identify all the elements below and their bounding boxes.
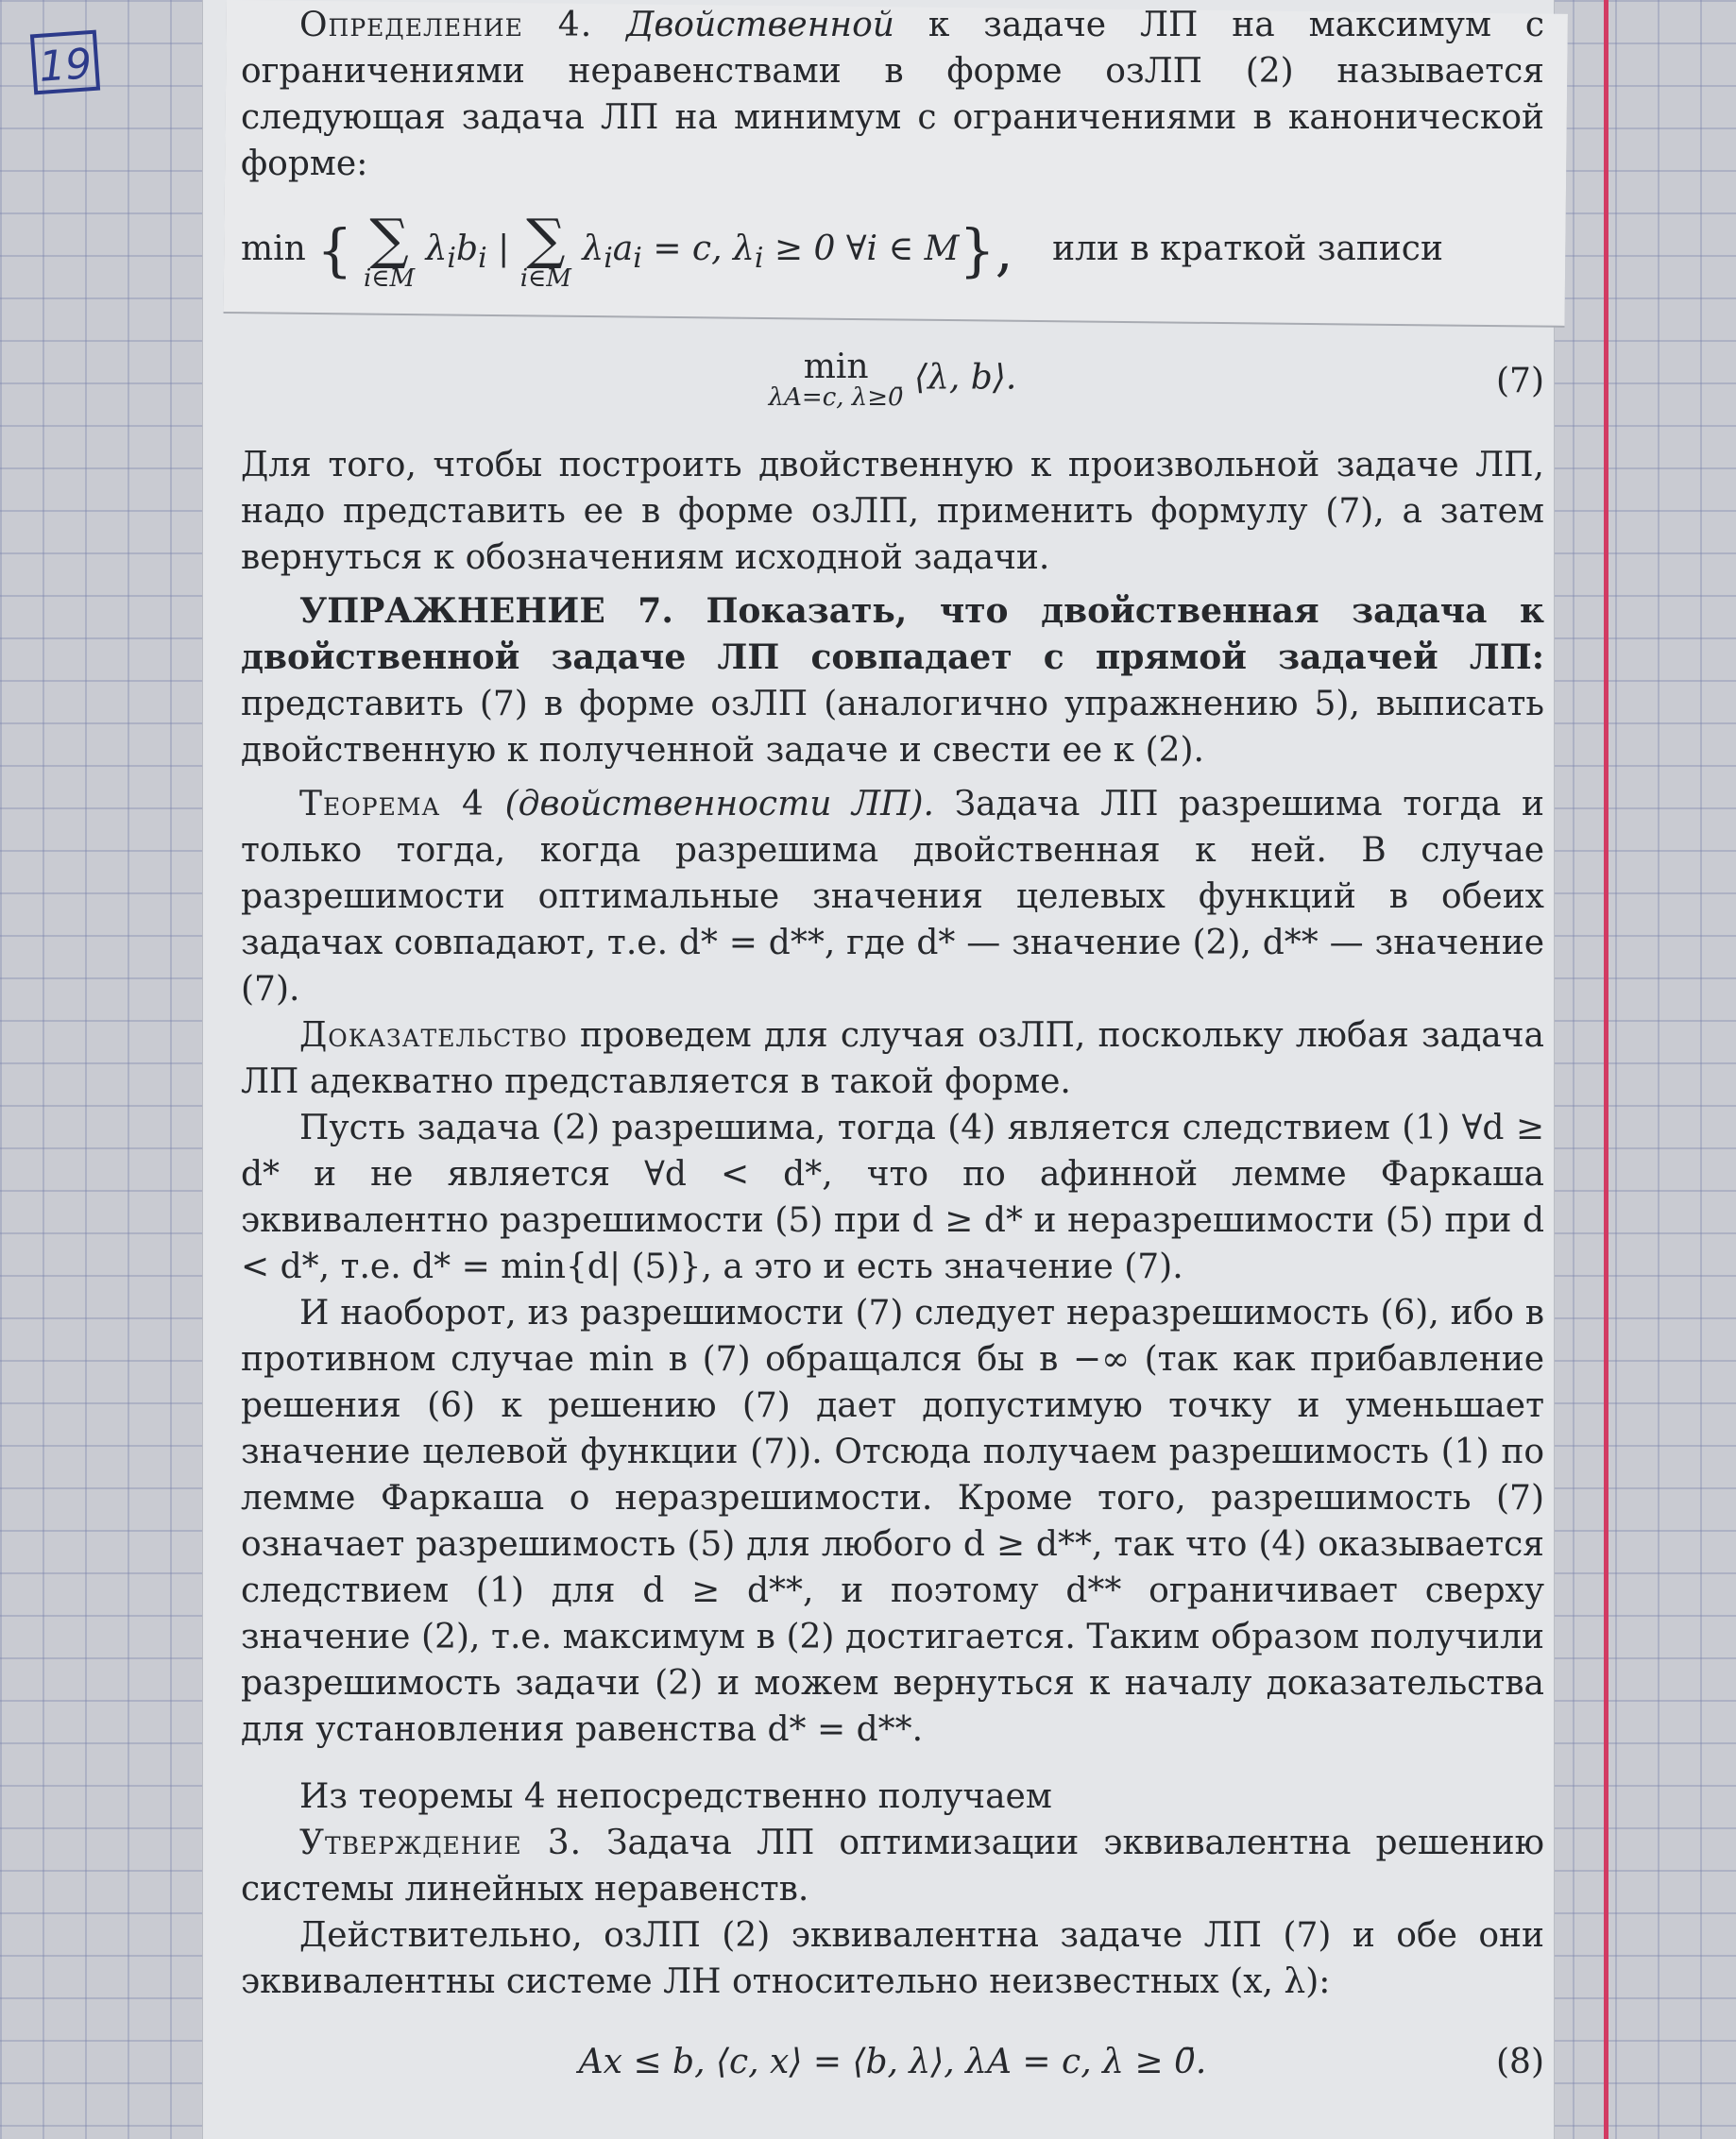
sum1-lambda: λ	[425, 229, 448, 268]
sum2-a-sub: i	[633, 242, 642, 276]
sum2-lambda-sub: i	[604, 242, 613, 276]
formula-7-min	[769, 349, 904, 411]
handwritten-page-number: 19	[30, 30, 100, 95]
sum1-sub: i∈M	[363, 264, 416, 293]
sum1-sign: ∑	[369, 207, 409, 271]
statement-paragraph	[241, 1820, 1544, 1912]
formula-main-condition-sub: i	[754, 242, 764, 276]
sum1	[363, 207, 416, 293]
formula-8	[241, 2014, 1544, 2109]
sum2-sign: ∑	[526, 207, 566, 271]
exercise-bold: УПРАЖНЕНИЕ 7. Показать, что двойственная задача к двойственной задаче ЛП совпадает с прямой задачей ЛП:	[241, 591, 1544, 677]
formula-8-number: (8)	[1496, 2042, 1544, 2081]
theorem-label: Теорема 4	[299, 785, 485, 823]
sum2-a: a	[612, 229, 634, 268]
formula-main-brace-close: },	[959, 217, 1013, 284]
sum1-b: b	[456, 229, 479, 268]
formula-main	[241, 195, 1544, 308]
formula-7-number: (7)	[1496, 361, 1544, 400]
suppose-paragraph: Пусть задача (2) разрешима, тогда (4) является следствием (1) ∀d ≥ d* и не является ∀d < d*, что по афинной лемме Фаркаша эквивалентно разрешимости (5) при d ≥ d* и неразрешимости (5) при d < d*, т.е. d* = min{d| (5)}, а это и есть значение (7).	[241, 1109, 1544, 1286]
statement-label: Утверждение 3.	[299, 1824, 583, 1862]
formula-7	[241, 329, 1544, 433]
formula-7-expr: ⟨λ, b⟩.	[914, 359, 1017, 398]
sum2	[519, 207, 571, 293]
formula-main-bar: |	[498, 229, 510, 268]
formula-7-min-sub: λA=c, λ≥0̄	[768, 383, 904, 413]
theorem-name: (двойственности ЛП).	[504, 785, 934, 823]
notebook-margin-line	[1604, 0, 1608, 2139]
theorem-text: Задача ЛП разрешима тогда и только тогда, когда разрешима двойственная к ней. В случае разрешимости оптимальные значения целевых функций в обеих задачах совпадают, т.е. d* = d**, где d* — значение (2), d** — значение (7).	[241, 785, 1544, 1009]
sum1-lambda-sub: i	[447, 242, 457, 276]
formula-main-condition: = c, λ	[653, 229, 755, 268]
sum2-sub: i∈M	[519, 264, 571, 293]
statement-text: Задача ЛП оптимизации эквивалентна решению системы линейных неравенств.	[241, 1824, 1544, 1909]
formula-7-min-word: min	[803, 348, 869, 387]
construct-paragraph: Для того, чтобы построить двойственную к произвольной задаче ЛП, надо представить ее в форме озЛП, применить формулу (7), а затем вернуться к обозначениям исходной задачи.	[241, 446, 1544, 577]
formula-8-expr: Ax ≤ b, ⟨c, x⟩ = ⟨b, λ⟩, λA = c, λ ≥ 0̄.	[578, 2042, 1207, 2081]
definition-text: к задаче ЛП на максимум с ограничениями неравенствами в форме озЛП (2) называется следующая задача ЛП на минимум с ограничениями в канонической форме:	[241, 6, 1544, 183]
theorem-paragraph	[241, 781, 1544, 1012]
formula-main-suffix: или в краткой записи	[1052, 229, 1443, 268]
exercise-paragraph	[241, 588, 1544, 773]
proof-paragraph	[241, 1012, 1544, 1105]
proof-text: проведем для случая озЛП, поскольку любая задача ЛП адекватно представляется в такой форме.	[241, 1016, 1544, 1101]
indeed-paragraph: Действительно, озЛП (2) эквивалентна задаче ЛП (7) и обе они эквивалентны системе ЛН относительно неизвестных (x, λ):	[241, 1916, 1544, 2001]
proof-label: Доказательство	[299, 1016, 568, 1055]
document-content	[241, 0, 1544, 2109]
conversely-paragraph: И наоборот, из разрешимости (7) следует неразрешимость (6), ибо в противном случае min в (7) обращался бы в −∞ (так как прибавление решения (6) к решению (7) дает допустимую точку и уменьшает значение целевой функции (7)). Отсюда получаем разрешимость (1) по лемме Фаркаша о неразрешимости. Кроме того, разрешимость (7) означает разрешимость (5) для любого d ≥ d**, так что (4) оказывается следствием (1) для d ≥ d**, и поэтому d** ограничивает сверху значение (2), т.е. максимум в (2) достигается. Таким образом получили разрешимость задачи (2) и можем вернуться к началу доказательства для установления равенства d* = d**.	[241, 1294, 1544, 1749]
definition-term: Двойственной	[626, 6, 894, 44]
definition-paragraph	[241, 2, 1544, 187]
definition-label: Определение 4.	[299, 6, 593, 44]
formula-main-brace-open: {	[316, 217, 353, 284]
from-theorem-paragraph: Из теоремы 4 непосредственно получаем	[299, 1777, 1052, 1816]
sum2-lambda: λ	[582, 229, 604, 268]
exercise-rest: представить (7) в форме озЛП (аналогично упражнению 5), выписать двойственную к полученной задаче и свести ее к (2).	[241, 685, 1544, 770]
formula-main-condition-end: ≥ 0 ∀i ∈ M	[774, 229, 960, 268]
formula-main-min: min	[241, 229, 306, 268]
sum1-b-sub: i	[478, 242, 487, 276]
formula-7-body	[241, 349, 1544, 411]
formula-main-body	[241, 207, 1443, 293]
